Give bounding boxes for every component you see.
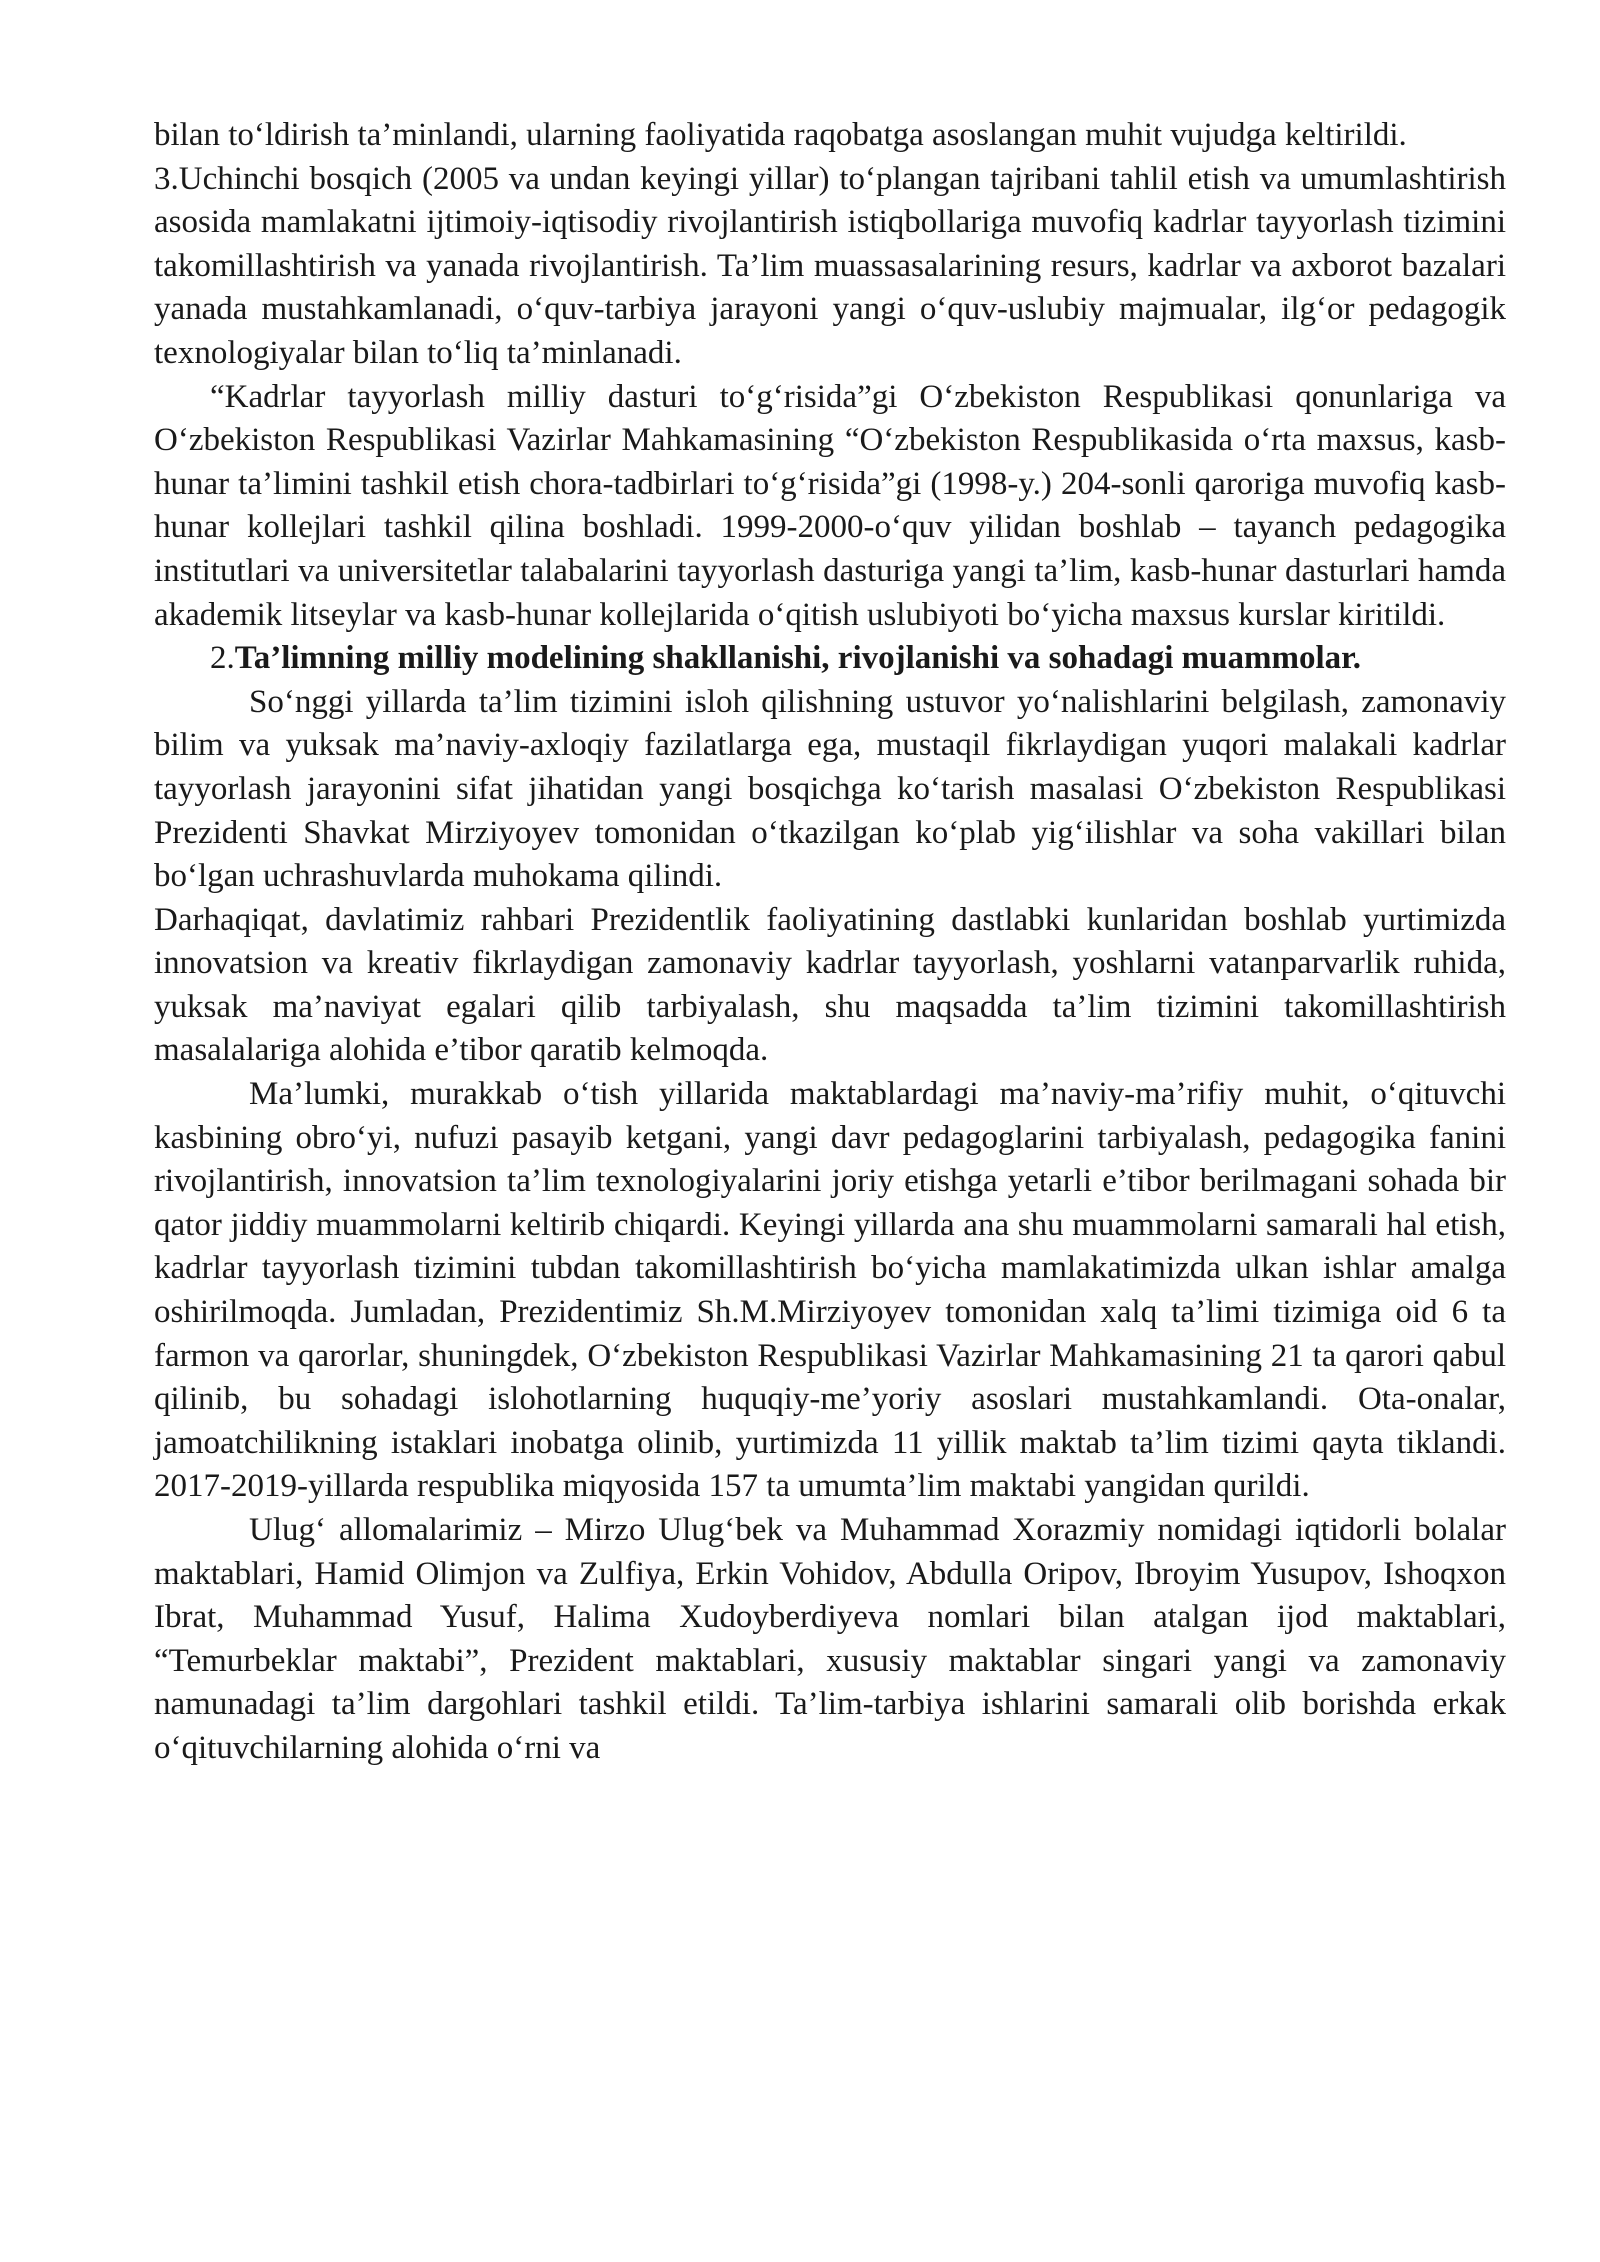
paragraph-3: “Kadrlar tayyorlash milliy dasturi to‘g‘risida”gi O‘zbekiston Respublikasi qonunlariga va O‘zbekiston Respublikasi Vazirlar Mahkamasining “O‘zbekiston Respublikasida o‘rta maxsus, kasb-hunar ta’limini tashkil etish chora-tadbirlari to‘g‘risida”gi (1998-y.) 204-sonli qaroriga muvofiq kasb-hunar kollejlari tashkil qilina boshladi. 1999-2000-o‘quv yilidan boshlab – tayanch pedagogika institutlari va universitetlar talabalarini tayyorlash dasturiga yangi ta’lim, kasb-hunar dasturlari hamda akademik litseylar va kasb-hunar kollejlarida o‘qitish uslubiyoti bo‘yicha maxsus kurslar kiritildi. — [154, 378, 1506, 633]
paragraph-7: Ulug‘ allomalarimiz – Mirzo Ulug‘bek va Muhammad Xorazmiy nomidagi iqtidorli bolalar maktablari, Hamid Olimjon va Zulfiya, Erkin Vohidov, Abdulla Oripov, Ibroyim Yusupov, Ishoqxon Ibrat, Muhammad Yusuf, Halima Xudoyberdiyeva nomlari bilan atalgan ijod maktablari, “Temurbeklar maktabi”, Prezident maktablari, xususiy maktablar singari yangi va zamonaviy namunadagi ta’lim dargohlari tashkil etildi. Ta’lim-tarbiya ishlarini samarali olib borishda erkak o‘qituvchilarning alohida o‘rni va — [154, 1512, 1506, 1766]
section-heading — [154, 637, 1506, 681]
paragraph-5: Darhaqiqat, davlatimiz rahbari Prezidentlik faoliyatining dastlabki kunlaridan boshlab yurtimizda innovatsion va kreativ fikrlaydigan zamonaviy kadrlar tayyorlash, yoshlarni vatanparvarlik ruhida, yuksak ma’naviyat egalari qilib tarbiyalash, shu maqsadda ta’lim tizimini takomillashtirish masalalariga alohida e’tibor qaratib kelmoqda. — [154, 901, 1506, 1069]
paragraph-6: Ma’lumki, murakkab o‘tish yillarida maktablardagi ma’naviy-ma’rifiy muhit, o‘qituvchi kasbining obro‘yi, nufuzi pasayib ketgani, yangi davr pedagoglarini tarbiyalash, pedagogika fanini rivojlantirish, innovatsion ta’lim texnologiyalarini joriy etishga yetarli e’tibor berilmagani sohada bir qator jiddiy muammolarni keltirib chiqardi. Keyingi yillarda ana shu muammolarni samarali hal etish, kadrlar tayyorlash tizimini tubdan takomillashtirish bo‘yicha mamlakatimizda ulkan ishlar amalga oshirilmoqda. Jumladan, Prezidentimiz Sh.M.Mirziyoyev tomonidan xalq ta’limi tizimiga oid 6 ta farmon va qarorlar, shuningdek, O‘zbekiston Respublikasi Vazirlar Mahkamasining 21 ta qarori qabul qilinib, bu sohadagi islohotlarning huquqiy-me’yoriy asoslari mustahkamlandi. Ota-onalar, jamoatchilikning istaklari inobatga olinib, yurtimizda 11 yillik maktab ta’lim tizimi qayta tiklandi. 2017-2019-yillarda respublika miqyosida 157 ta umumta’lim maktabi yangidan qurildi. — [154, 1076, 1506, 1505]
document-page — [154, 114, 1506, 1771]
section-heading-number: 2. — [210, 640, 235, 677]
paragraph-4: So‘nggi yillarda ta’lim tizimini isloh qilishning ustuvor yo‘nalishlarini belgilash, zamonaviy bilim va yuksak ma’naviy-axloqiy fazilatlarga ega, mustaqil fikrlaydigan yuqori malakali kadrlar tayyorlash jarayonini sifat jihatidan yangi bosqichga ko‘tarish masalasi O‘zbekiston Respublikasi Prezidenti Shavkat Mirziyoyev tomonidan o‘tkazilgan ko‘plab yig‘ilishlar va soha vakillari bilan bo‘lgan uchrashuvlarda muhokama qilindi. — [154, 683, 1506, 895]
paragraph-2: 3.Uchinchi bosqich (2005 va undan keyingi yillar) to‘plangan tajribani tahlil etish va umumlashtirish asosida mamlakatni ijtimoiy-iqtisodiy rivojlantirish istiqbollariga muvofiq kadrlar tayyorlash tizimini takomillashtirish va yanada rivojlantirish. Ta’lim muassasalarining resurs, kadrlar va axborot bazalari yanada mustahkamlanadi, o‘quv-tarbiya jarayoni yangi o‘quv-uslubiy majmualar, ilg‘or pedagogik texnologiyalar bilan to‘liq ta’minlanadi. — [154, 160, 1506, 371]
section-heading-text: Ta’limning milliy modelining shakllanishi, rivojlanishi va sohadagi muammolar. — [234, 640, 1361, 677]
paragraph-1: bilan to‘ldirish ta’minlandi, ularning faoliyatida raqobatga asoslangan muhit vujudga keltirildi. — [154, 117, 1407, 153]
